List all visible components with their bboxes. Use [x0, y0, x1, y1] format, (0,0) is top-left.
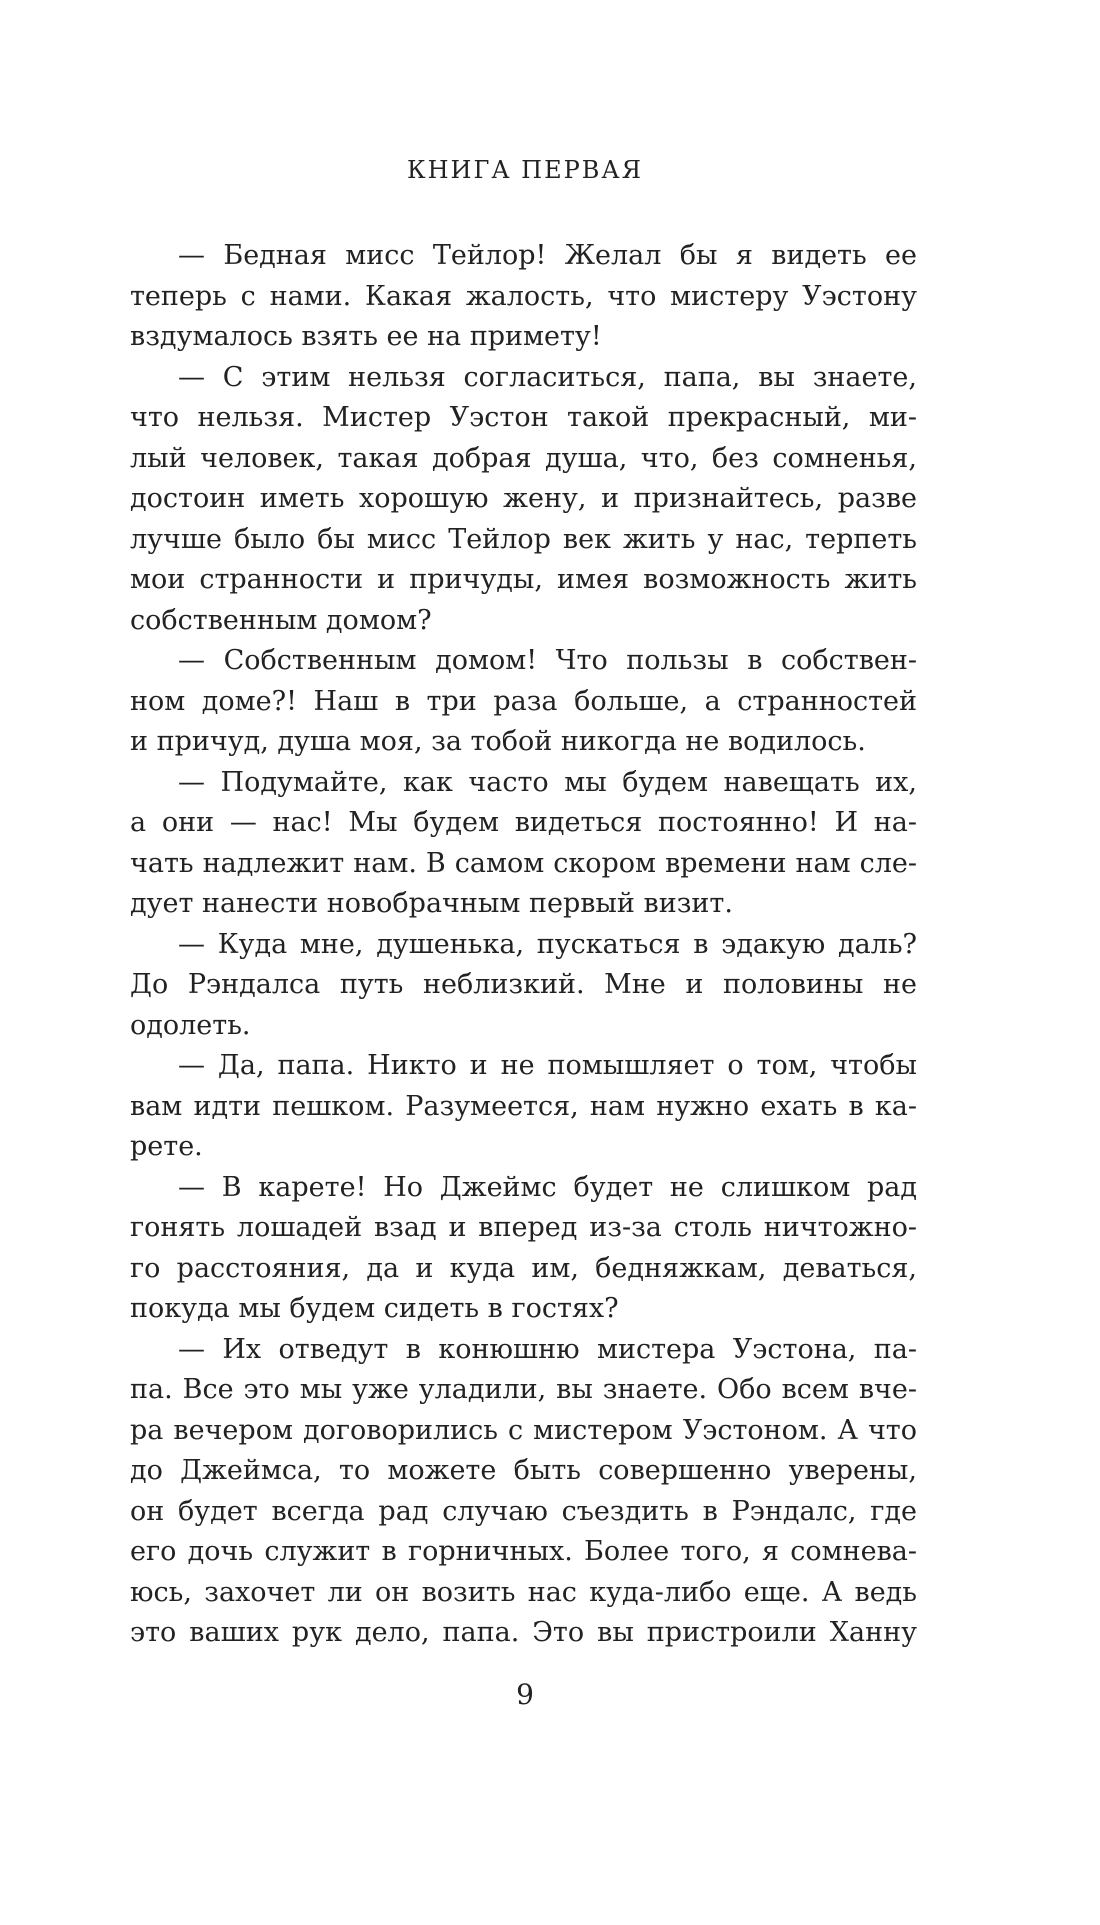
body-text: [130, 236, 917, 1654]
text-line: вздумалось взять ее на примету!: [130, 321, 602, 352]
text-line: юсь, захочет ли он возить нас куда-либо еще. А ведь: [130, 1576, 917, 1608]
text-line: его дочь служит в горничных. Более того, я сомнева-: [130, 1536, 917, 1567]
running-head: КНИГА ПЕРВАЯ: [407, 156, 643, 184]
text-line: — Куда мне, душенька, пускаться в эдакую даль?: [178, 928, 917, 960]
text-line: достоин иметь хорошую жену, и признайтесь, разве: [130, 483, 917, 514]
text-line: ном доме?! Наш в три раза больше, а странностей: [130, 685, 917, 717]
text-line: — С этим нельзя согласиться, папа, вы знаете,: [178, 361, 917, 393]
text-line: лый человек, такая добрая душа, что, без сомненья,: [130, 442, 917, 474]
text-line: — Их отведут в конюшню мистера Уэстона, па-: [178, 1333, 917, 1365]
text-line: дует нанести новобрачным первый визит.: [130, 888, 733, 919]
text-line: вам идти пешком. Разумеется, нам нужно ехать в ка-: [130, 1090, 917, 1122]
text-line: что нельзя. Мистер Уэстон такой прекрасный, ми-: [130, 402, 917, 433]
text-line: ра вечером договорились с мистером Уэстоном. А что: [130, 1414, 917, 1446]
text-line: он будет всегда рад случаю съездить в Рэндалс, где: [130, 1495, 917, 1527]
page-number: 9: [516, 1678, 534, 1711]
text-line: — Да, папа. Никто и не помышляет о том, чтобы: [178, 1050, 917, 1081]
text-line: теперь с нами. Какая жалость, что мистеру Уэстону: [130, 280, 917, 312]
text-line: собственным домом?: [130, 604, 432, 636]
text-line: го расстояния, да и куда им, бедняжкам, деваться,: [130, 1252, 917, 1284]
text-line: — Бедная мисс Тейлор! Желал бы я видеть ее: [178, 240, 917, 271]
text-line: покуда мы будем сидеть в гостях?: [130, 1293, 619, 1324]
text-line: — В карете! Но Джеймс будет не слишком рад: [178, 1171, 917, 1203]
text-line: и причуд, душа моя, за тобой никогда не водилось.: [130, 726, 866, 757]
text-line: лучше было бы мисс Тейлор век жить у нас, терпеть: [130, 523, 917, 555]
text-line: До Рэндалса путь неблизкий. Мне и половины не: [130, 969, 917, 1000]
text-line: одолеть.: [130, 1009, 251, 1041]
text-line: это ваших рук дело, папа. Это вы пристроили Ханну: [130, 1617, 917, 1648]
text-line: — Подумайте, как часто мы будем навещать их,: [178, 766, 917, 798]
text-line: а они — нас! Мы будем видеться постоянно! И на-: [130, 807, 917, 838]
text-line: мои странности и причуды, имея возможность жить: [130, 564, 917, 595]
text-line: гонять лошадей взад и вперед из-за столь ничтожно-: [130, 1212, 917, 1243]
text-line: па. Все это мы уже уладили, вы знаете. Обо всем вче-: [130, 1374, 917, 1405]
text-line: — Собственным домом! Что пользы в собствен-: [178, 645, 917, 676]
text-line: чать надлежит нам. В самом скором времени нам сле-: [130, 847, 917, 879]
text-line: до Джеймса, то можете быть совершенно уверены,: [130, 1455, 917, 1486]
text-line: рете.: [130, 1131, 203, 1162]
